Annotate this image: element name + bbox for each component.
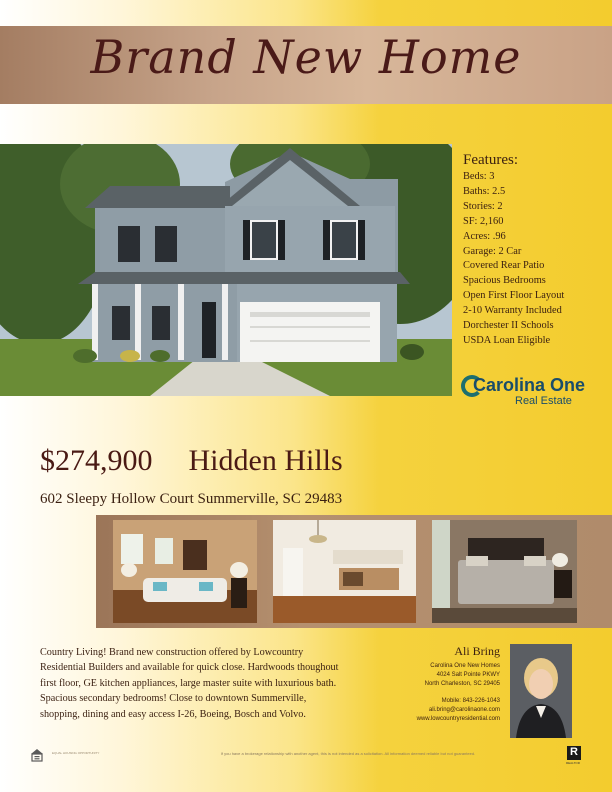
realtor-mark: R [570, 746, 578, 758]
bedroom-photo [432, 520, 577, 623]
realtor-label: REALTOR [566, 761, 580, 765]
header-banner [0, 26, 612, 104]
agent-street: 4024 Salt Pointe PKWY [436, 672, 500, 678]
feature-item: Open First Floor Layout [463, 290, 565, 302]
logo-name: Carolina One [473, 375, 586, 395]
photo-strip [96, 515, 612, 628]
carolina-one-logo [459, 373, 609, 413]
banner-title: Brand New Home [90, 30, 522, 84]
agent-mobile: Mobile: 843-226-1043 [441, 698, 500, 704]
features-list [463, 170, 608, 349]
feature-item: USDA Loan Eligible [463, 334, 551, 346]
feature-item: Covered Rear Patio [463, 260, 545, 272]
price-line [40, 444, 343, 478]
realtor-icon [567, 746, 581, 760]
kitchen-photo [273, 520, 416, 623]
property-description: Country Living! Brand new construction offered by Lowcountry Residential Builders and available for quick close. Hardwoods thoughout first floor, GE kitchen appliances, large master suite with luxurious bath. Spacious secondary bedrooms! Close to downtown Summerville, shopping, dining and easy access I-26, Boeing, Bosch and Volvo. [40, 647, 339, 720]
features-panel [463, 152, 608, 349]
feature-item: Garage: 2 Car [463, 245, 522, 257]
listing-address: 602 Sleepy Hollow Court Summerville, SC 29483 [40, 491, 343, 507]
feature-item: Acres: .96 [463, 230, 506, 242]
logo-subtitle: Real Estate [515, 395, 572, 407]
house-photo [0, 144, 452, 396]
agent-photo [510, 644, 572, 738]
feature-item: Spacious Bedrooms [463, 275, 546, 287]
feature-item: SF: 2,160 [463, 215, 504, 227]
feature-item: Baths: 2.5 [463, 185, 506, 197]
feature-item: 2-10 Warranty Included [463, 305, 562, 317]
disclaimer: If you have a brokerage relationship with another agent, this is not intended as a solicitation. All information deemed reliable but not guaranteed. [220, 751, 476, 756]
equal-housing-text: EQUAL HOUSING OPPORTUNITY [52, 751, 100, 755]
feature-item: Beds: 3 [463, 171, 495, 182]
feature-item: Dorchester II Schools [463, 320, 554, 332]
agent-email[interactable]: ali.bring@carolinaone.com [428, 707, 500, 713]
agent-info [400, 644, 500, 724]
listing-price: $274,900 [40, 444, 153, 477]
agent-city: North Charleston, SC 29405 [424, 681, 500, 687]
living-room-photo [113, 520, 257, 623]
agent-website[interactable]: www.lowcountryresidential.com [416, 716, 500, 722]
agent-name: Ali Bring [454, 644, 500, 658]
agent-office: Carolina One New Homes [430, 663, 500, 669]
feature-item: Stories: 2 [463, 200, 503, 212]
community-name: Hidden Hills [188, 444, 343, 477]
features-title: Features: [463, 152, 518, 168]
equal-housing-icon [30, 748, 44, 762]
